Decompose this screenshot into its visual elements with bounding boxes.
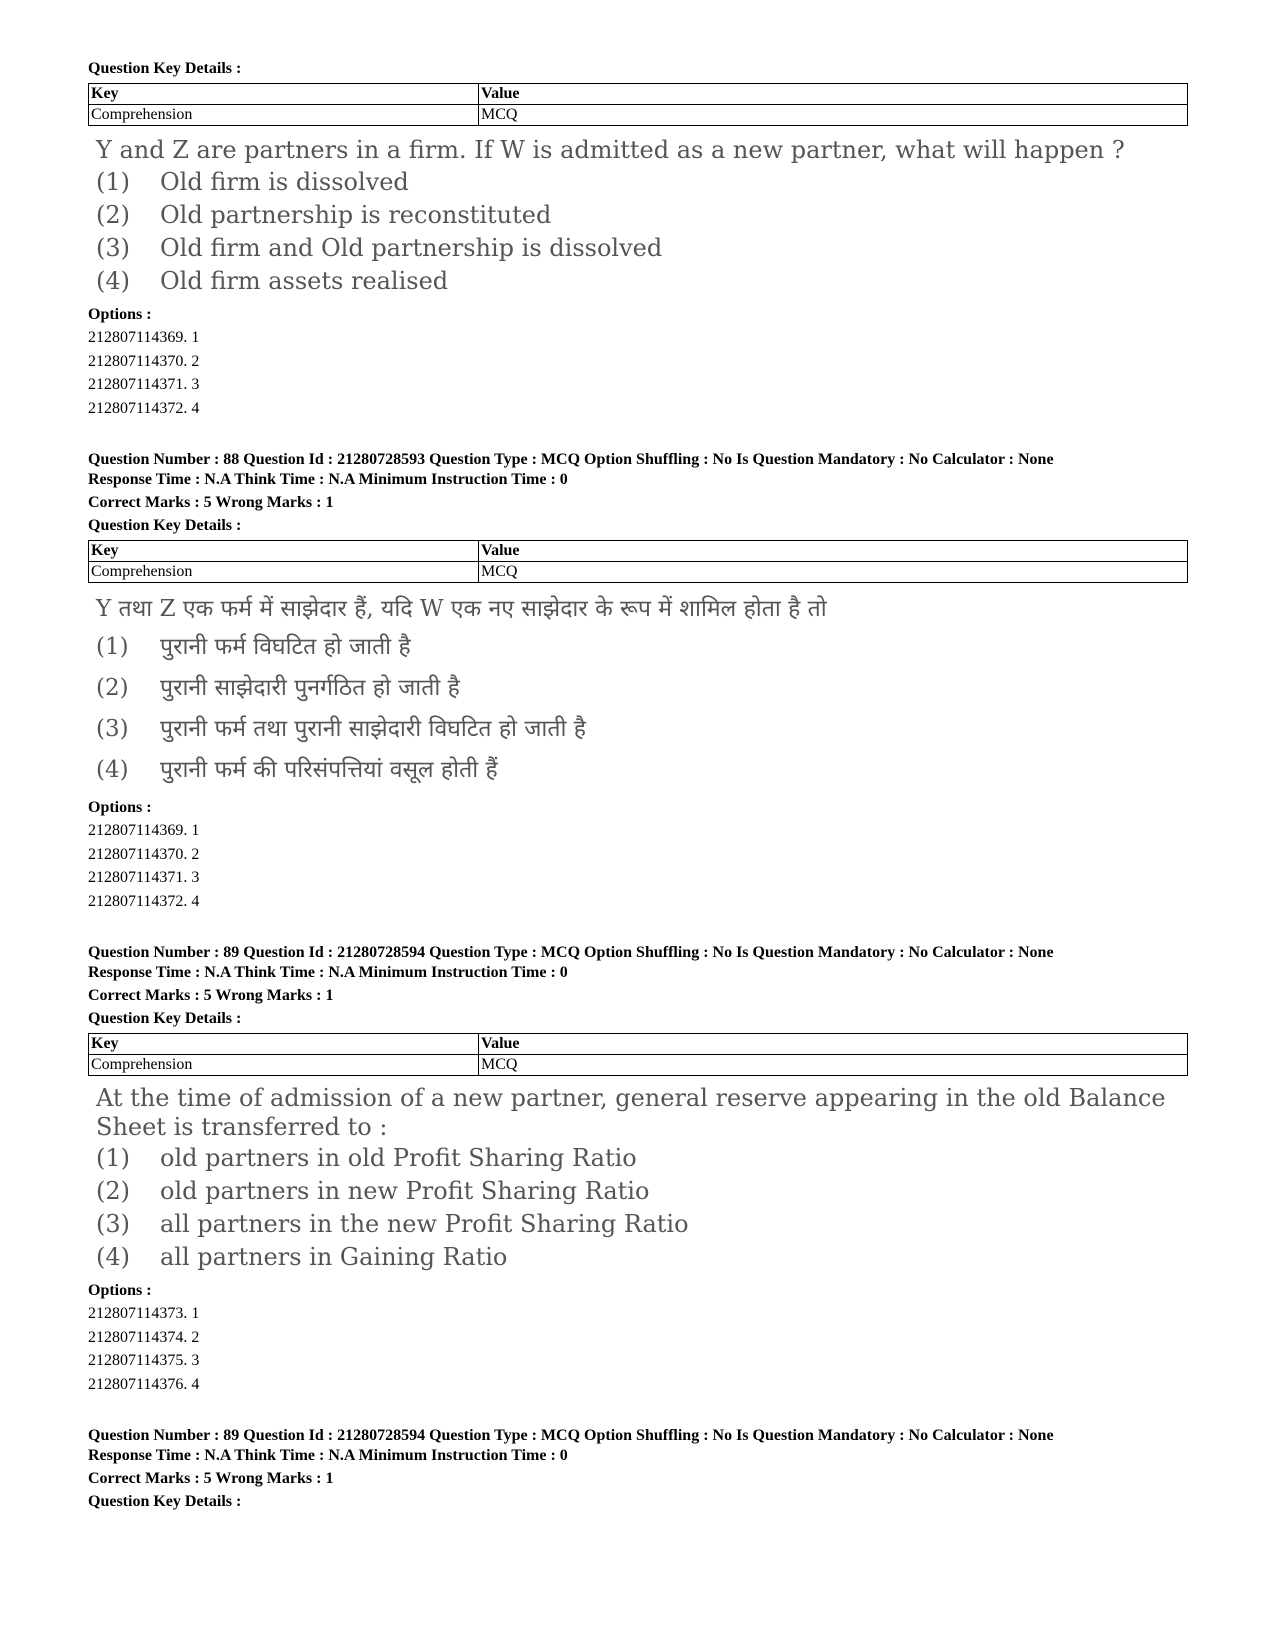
- question-block-continued: [88, 59, 1188, 420]
- key-cell: Comprehension: [89, 1055, 479, 1076]
- option-id-row: 212807114372. 4: [88, 892, 200, 910]
- question-block-89: [88, 943, 1188, 1396]
- choice-text: Old firm and Old partnership is dissolved: [160, 234, 663, 262]
- choice-text: all partners in the new Profit Sharing Ratio: [160, 1210, 689, 1238]
- choice-text: old partners in new Profit Sharing Ratio: [160, 1177, 650, 1205]
- key-details-table: [88, 1033, 1188, 1076]
- option-id-row: 212807114369. 1: [88, 822, 200, 839]
- choice-item: [96, 1241, 1188, 1274]
- question-text: Y तथा Z एक फर्म में साझेदार हैं, यदि W एक नए साझेदार के रूप में शामिल होता है तो: [96, 596, 827, 622]
- choice-item: [96, 1175, 1188, 1208]
- option-id-row: 212807114375. 3: [88, 1352, 200, 1369]
- option-id-row: 212807114371. 3: [88, 376, 200, 393]
- choice-number: (4): [96, 757, 129, 783]
- value-header-cell: Value: [479, 84, 1188, 105]
- choice-item: [96, 232, 1188, 265]
- key-details-table: [88, 540, 1188, 583]
- choice-number: (3): [96, 1210, 130, 1238]
- choice-number: (3): [96, 234, 130, 262]
- choice-text: पुरानी फर्म विघटित हो जाती है: [160, 634, 411, 660]
- key-header-cell: Key: [89, 541, 479, 562]
- key-details-row: [89, 1055, 1188, 1076]
- choice-item: [96, 265, 1188, 298]
- options-label: Options :: [88, 799, 152, 816]
- option-id-row: 212807114370. 2: [88, 352, 200, 370]
- key-header-cell: Key: [89, 84, 479, 105]
- choice-item: [96, 709, 1188, 750]
- options-label: Options :: [88, 306, 152, 323]
- choice-item: [96, 668, 1188, 709]
- choice-item: [96, 199, 1188, 232]
- response-time-line: Response Time : N.A Think Time : N.A Minimum Instruction Time : 0: [88, 964, 568, 981]
- choice-item: [96, 750, 1188, 791]
- key-details-label: Question Key Details :: [88, 517, 242, 534]
- question-text: At the time of admission of a new partner, general reserve appearing in the old Balance Sheet is transferred to :: [96, 1084, 1166, 1141]
- option-id-row: 212807114373. 1: [88, 1305, 200, 1322]
- option-id-row: 212807114376. 4: [88, 1375, 200, 1393]
- key-details-header-row: [89, 541, 1188, 562]
- option-id-row: 212807114370. 2: [88, 845, 200, 863]
- choice-number: (2): [96, 675, 129, 701]
- choice-text: Old firm is dissolved: [160, 168, 409, 196]
- key-cell: Comprehension: [89, 562, 479, 583]
- marks-line: Correct Marks : 5 Wrong Marks : 1: [88, 494, 334, 511]
- key-details-header-row: [89, 1034, 1188, 1055]
- choice-text: all partners in Gaining Ratio: [160, 1243, 508, 1271]
- response-time-line: Response Time : N.A Think Time : N.A Minimum Instruction Time : 0: [88, 471, 568, 488]
- question-content: [96, 1084, 1188, 1274]
- key-details-label: Question Key Details :: [88, 1010, 242, 1027]
- choice-text: पुरानी साझेदारी पुनर्गठित हो जाती है: [160, 675, 460, 701]
- question-meta-line: Question Number : 88 Question Id : 21280728593 Question Type : MCQ Option Shuffling : No Is Question Mandatory : No Calculator : None: [88, 451, 1054, 468]
- choice-number: (3): [96, 716, 129, 742]
- choice-text: Old partnership is reconstituted: [160, 201, 552, 229]
- option-id-row: 212807114369. 1: [88, 329, 200, 346]
- question-content: [96, 134, 1188, 298]
- question-meta-line: Question Number : 89 Question Id : 21280728594 Question Type : MCQ Option Shuffling : No Is Question Mandatory : No Calculator : None: [88, 944, 1054, 961]
- value-header-cell: Value: [479, 541, 1188, 562]
- key-details-row: [89, 105, 1188, 126]
- option-id-row: 212807114371. 3: [88, 869, 200, 886]
- choice-item: [96, 627, 1188, 668]
- key-details-table: [88, 83, 1188, 126]
- key-header-cell: Key: [89, 1034, 479, 1055]
- question-block-89-continued: [88, 1426, 1188, 1512]
- choice-number: (2): [96, 201, 130, 229]
- choice-text: पुरानी फर्म की परिसंपत्तियां वसूल होती हैं: [160, 757, 498, 783]
- marks-line: Correct Marks : 5 Wrong Marks : 1: [88, 1470, 334, 1487]
- choice-text: Old firm assets realised: [160, 267, 449, 295]
- choice-number: (4): [96, 1243, 130, 1271]
- option-id-row: 212807114372. 4: [88, 399, 200, 417]
- value-header-cell: Value: [479, 1034, 1188, 1055]
- response-time-line: Response Time : N.A Think Time : N.A Minimum Instruction Time : 0: [88, 1447, 568, 1464]
- key-details-row: [89, 562, 1188, 583]
- key-cell: Comprehension: [89, 105, 479, 126]
- choice-number: (1): [96, 634, 129, 660]
- choice-number: (2): [96, 1177, 130, 1205]
- choice-number: (1): [96, 168, 130, 196]
- choice-item: [96, 1142, 1188, 1175]
- value-cell: MCQ: [479, 105, 1188, 126]
- key-details-label: Question Key Details :: [88, 60, 242, 77]
- question-block-88: [88, 450, 1188, 913]
- options-label: Options :: [88, 1282, 152, 1299]
- choice-text: old partners in old Profit Sharing Ratio: [160, 1144, 637, 1172]
- choice-text: पुरानी फर्म तथा पुरानी साझेदारी विघटित हो जाती है: [160, 716, 586, 742]
- question-content: [96, 591, 1188, 791]
- choice-item: [96, 1208, 1188, 1241]
- value-cell: MCQ: [479, 1055, 1188, 1076]
- choice-item: [96, 166, 1188, 199]
- key-details-header-row: [89, 84, 1188, 105]
- value-cell: MCQ: [479, 562, 1188, 583]
- question-text: Y and Z are partners in a firm. If W is admitted as a new partner, what will happen ?: [96, 136, 1125, 164]
- document-page: [88, 56, 1188, 1512]
- key-details-label: Question Key Details :: [88, 1493, 242, 1510]
- marks-line: Correct Marks : 5 Wrong Marks : 1: [88, 987, 334, 1004]
- choice-number: (4): [96, 267, 130, 295]
- choice-number: (1): [96, 1144, 130, 1172]
- option-id-row: 212807114374. 2: [88, 1328, 200, 1346]
- question-meta-line: Question Number : 89 Question Id : 21280728594 Question Type : MCQ Option Shuffling : No Is Question Mandatory : No Calculator : None: [88, 1427, 1054, 1444]
